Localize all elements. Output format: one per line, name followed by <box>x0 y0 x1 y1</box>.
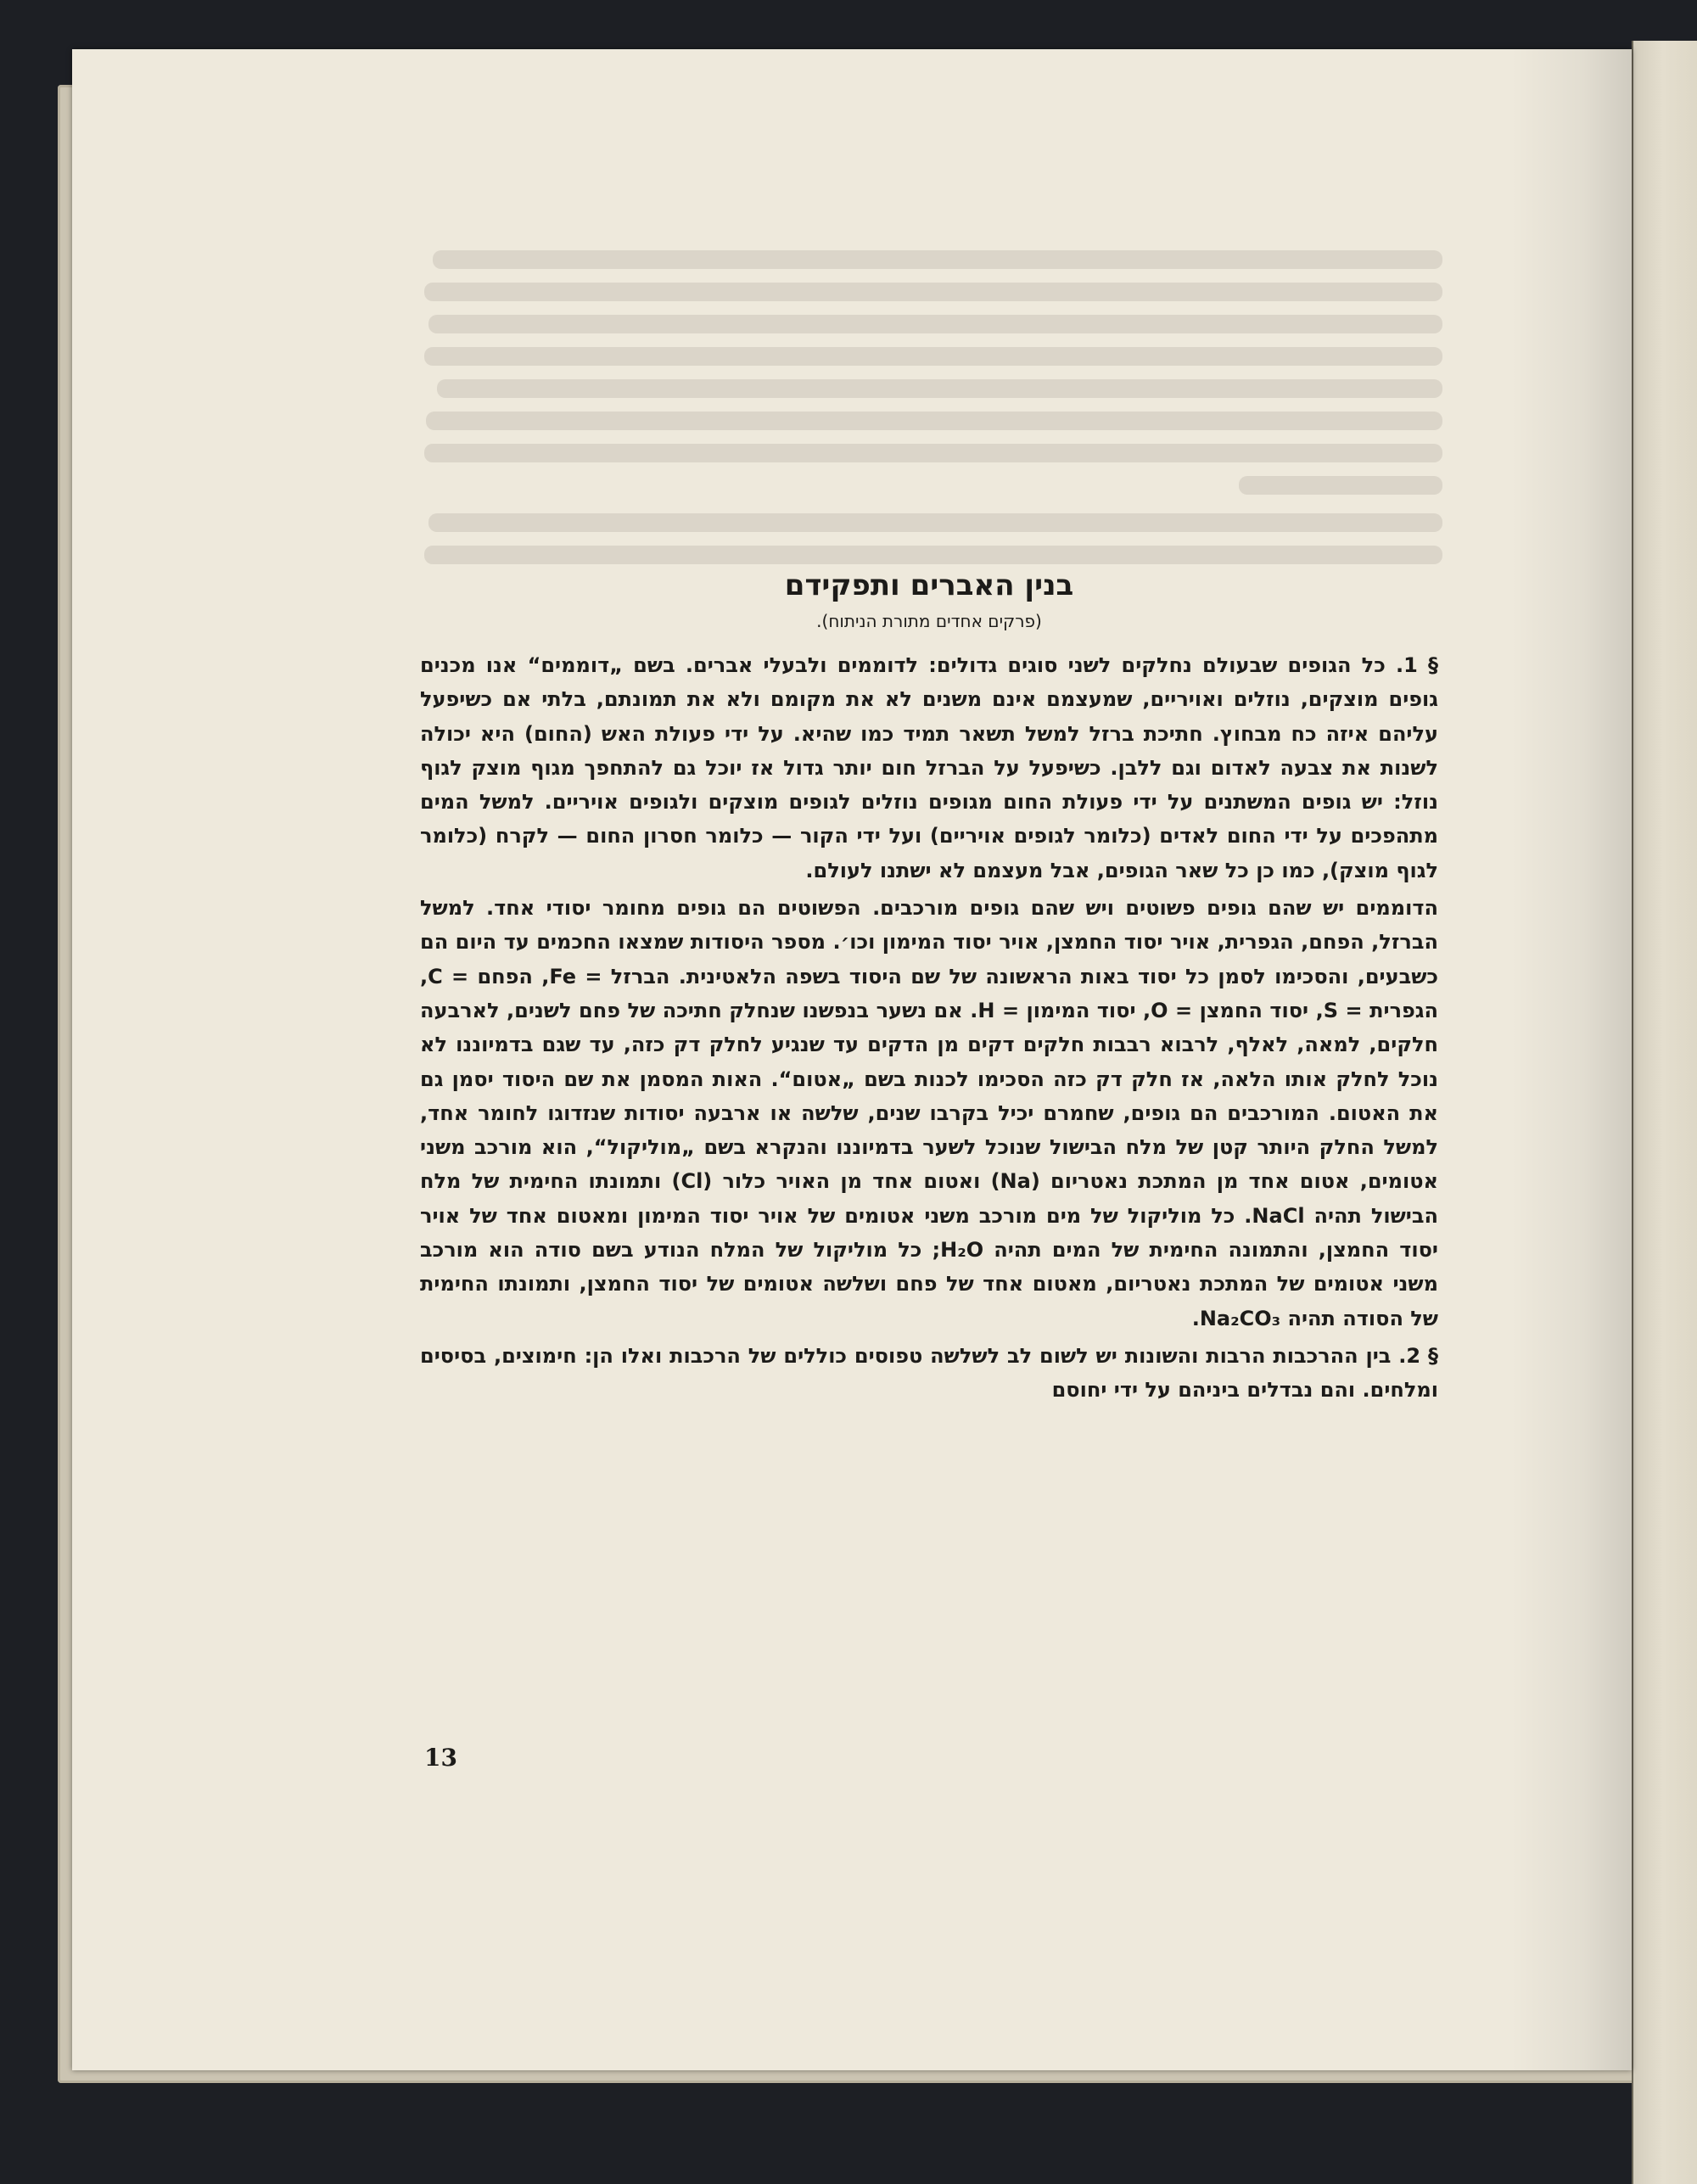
page-text <box>420 568 1438 1411</box>
chapter-title: בנין האברים ותפקידם <box>784 568 1074 602</box>
paragraph-3: § 2. בין ההרכבות הרבות והשונות יש לשום לב לשלשה טפוסים כוללים של הרכבות ואלו הן: חימוצים, בסיסים ומלחים. והם נבדלים ביניהם על ידי יחוסם <box>420 1343 1438 1403</box>
next-page-edge <box>1632 41 1697 2184</box>
show-through-text <box>412 250 1442 590</box>
paragraph-1: § 1. כל הגופים שבעולם נחלקים לשני סוגים גדולים: לדוממים ולבעלי אברים. בשם „דוממים“ אנו מכנים גופים מוצקים, נוזלים ואויריים, שמעצמם אינם משנים לא את מקומם ולא את תמונתם, בלתי אם כשיפעל עליהם איזה כח מבחוץ. חתיכת ברזל למשל תשאר תמיד כמו שהיא. על ידי פעולת האש (החום) היא יכולה לשנות את צבעה לאדום וגם ללבן. כשיפעל על הברזל חום יותר גדול אז יוכל גם להתחפך מגוף מוצק לגוף נוזל: יש גופים המשתנים על ידי פעולת החום מגופים נוזלים לגופים מוצקים ולגופים אויריים. למשל המים מתהפכים על ידי החום לאדים (כלומר לגופים אויריים) ועל ידי הקור — כלומר חסרון החום — לקרח (כלומר לגוף מוצק), כמו כן כל שאר הגופים, אבל מעצמם לא ישתנו לעולם. <box>420 653 1438 882</box>
chapter-subtitle: (פרקים אחדים מתורת הניתוח). <box>816 611 1042 631</box>
page-number: 13 <box>424 1744 457 1772</box>
paragraph-2: הדוממים יש שהם גופים פשוטים ויש שהם גופים מורכבים. הפשוטים הם גופים מחומר יסודי אחד. למשל הברזל, הפחם, הגפרית, אויר יסוד החמצן, אויר יסוד המימון וכו׳. מספר היסודות שמצאו החכמים עד היום הם כשבעים, והסכימו לסמן כל יסוד באות הראשונה של שם היסוד בשפה הלאטינית. הברזל = Fe, הפחם = C, הגפרית = S, יסוד החמצן = O, יסוד המימון = H. אם נשער בנפשנו שנחלק חתיכה של פחם לשנים, לארבעה חלקים, למאה, לאלף, לרבוא רבבות חלקים דקים מן הדקים עד שנגיע לחלק דק כזה, עד שגם בדמיוננו לא נוכל לחלק אותו הלאה, אז חלק דק כזה הסכימו לכנות בשם „אטום“. האות המסמן את שם היסוד יסמן גם את האטום. המורכבים הם גופים, שחמרם יכיל בקרבו שנים, שלשה או ארבעה יסודות שנזדוגו לחומר אחד, למשל החלק היותר קטן של מלח הבישול שנוכל לשער בדמיוננו והנקרא בשם „מוליקול“, הוא מורכב משני אטומים, אטום אחד מן המתכת נאטריום (Na) ואטום אחד מן האויר כלור (Cl) ותמונתו החימית של מלח הבישול תהיה NaCl. כל מוליקול של מים מורכב משני אטומים של אויר יסוד המימון ומאטום אחד של אויר יסוד החמצן, והתמונה החימית של המים תהיה H₂O; כל מוליקול של המלח הנודע בשם סודה הוא מורכב משני אטומים של המתכת נאטריום, מאטום אחד של פחם ושלשה אטומים של יסוד החמצן, ותמונתו החימית של הסודה תהיה Na₂CO₃. <box>420 896 1439 1330</box>
